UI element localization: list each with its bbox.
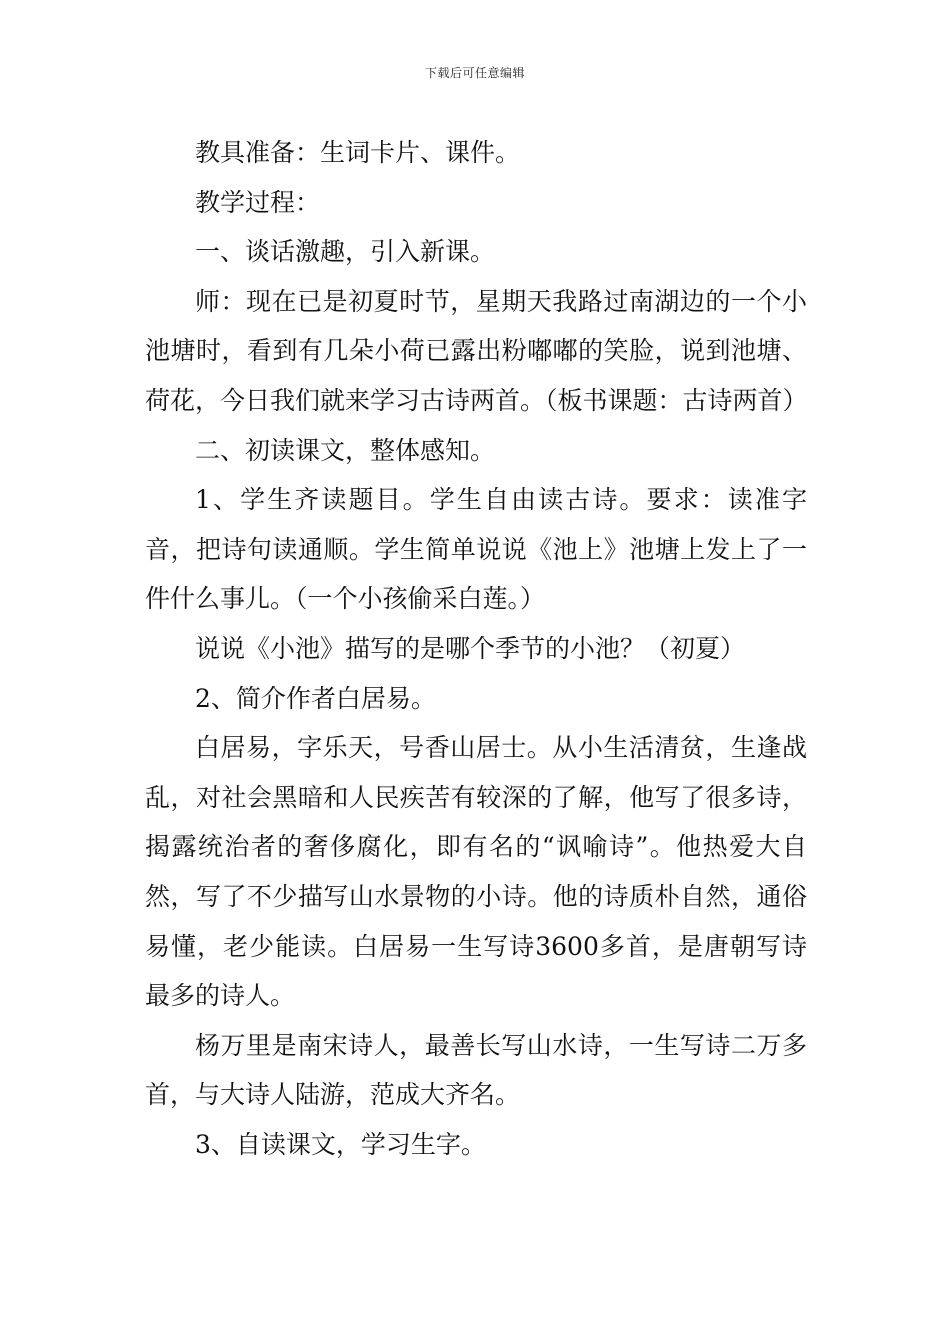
paragraph-xiaochi-question: 说说《小池》描写的是哪个季节的小池？（初夏） — [195, 633, 746, 663]
document-body — [145, 128, 807, 1169]
paragraph-step-2: 2、简介作者白居易。 — [195, 683, 436, 713]
paragraph-yang-wanli-bio: 杨万里是南宋诗人，最善长写山水诗，一生写诗二万多首，与大诗人陆游，范成大齐名。 — [145, 1030, 807, 1110]
paragraph-teaching-aids: 教具准备：生词卡片、课件。 — [195, 138, 521, 167]
paragraph-teaching-process: 教学过程： — [195, 187, 321, 217]
paragraph-step-3: 3、自读课文，学习生字。 — [195, 1129, 486, 1159]
paragraph-step-1: 1、学生齐读题目。学生自由读古诗。要求：读准字音，把诗句读通顺。学生简单说说《池上》池塘上发上了一件什么事儿。（一个小孩偷采白莲。） — [145, 485, 807, 614]
section-heading-introduction: 一、谈话激趣，引入新课。 — [195, 237, 496, 267]
paragraph-teacher-intro: 师：现在已是初夏时节，星期天我路过南湖边的一个小池塘时，看到有几朵小荷已露出粉嘟嘟的笑脸，说到池塘、荷花，今日我们就来学习古诗两首。（板书课题：古诗两首） — [145, 286, 808, 415]
section-heading-first-reading: 二、初读课文，整体感知。 — [195, 435, 496, 465]
paragraph-bai-juyi-bio: 白居易，字乐天，号香山居士。从小生活清贫，生逢战乱，对社会黑暗和人民疾苦有较深的了解，他写了很多诗，揭露统治者的奢侈腐化，即有名的“讽喻诗”。他热爱大自然，写了不少描写山水景物的小诗。他的诗质朴自然，通俗易懂，老少能读。白居易一生写诗3600多首，是唐朝写诗最多的诗人。 — [145, 733, 807, 1011]
page-header-note: 下载后可任意编辑 — [424, 66, 525, 80]
